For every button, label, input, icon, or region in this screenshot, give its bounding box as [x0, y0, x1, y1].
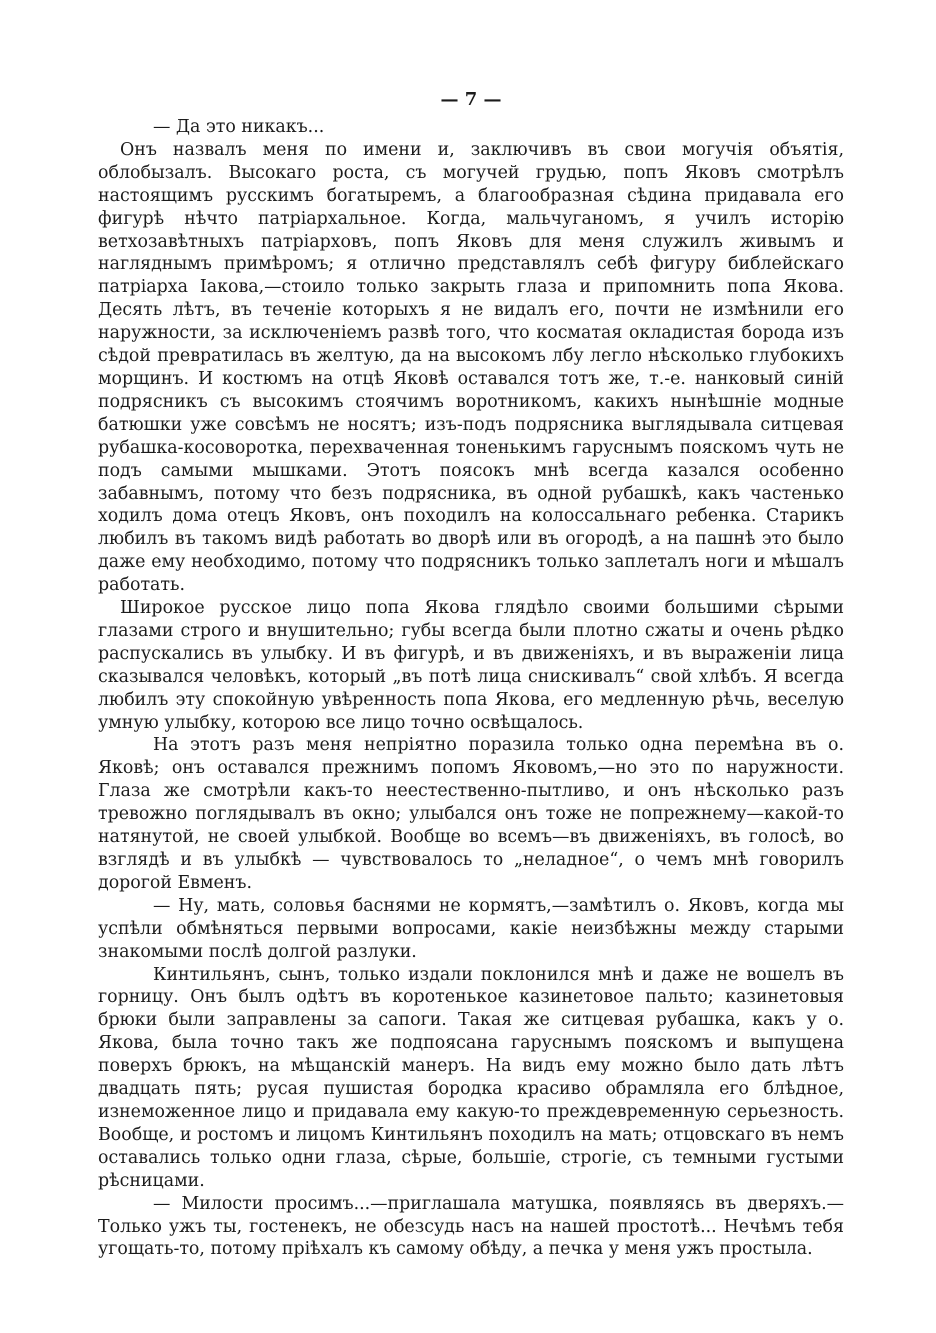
paragraph-4: На этотъ разъ меня непріятно поразила только одна перемѣна въ о. Яковѣ; онъ оставался прежнимъ попомъ Яковомъ,—но это по наружности. Глаза же смотрѣли какъ-то неестественно-пытливо, и онъ нѣсколько разъ тревожно поглядывалъ въ окно; улыбался онъ тоже не попрежнему—какой-то натянутой, не своей улыбкой. Вообще во всемъ—въ движеніяхъ, въ голосѣ, во взглядѣ и въ улыбкѣ — чувствовалось то „неладное“, о чемъ мнѣ говорилъ дорогой Евменъ.	[98, 735, 844, 893]
paragraph-7: — Милости просимъ...—приглашала матушка, появляясь въ дверяхъ.— Только ужъ ты, гостенекъ, не обезсудь насъ на нашей простотѣ... Нечѣмъ тебя угощать-то, потому пріѣхалъ къ самому обѣду, а печка у меня ужъ простыла.	[98, 1193, 844, 1260]
paragraph-3: Широкое русское лицо попа Якова глядѣло своими большими сѣрыми глазами строго и внушительно; губы всегда были плотно сжаты и очень рѣдко распускались въ улыбку. И въ фигурѣ, и въ движеніяхъ, и въ выраженіи лица сказывался человѣкъ, который „въ потѣ лица снискивалъ“ свой хлѣбъ. Я всегда любилъ эту спокойную увѣренность попа Якова, его медленную рѣчь, веселую умную улыбку, которою все лицо точно освѣщалось.	[98, 598, 844, 733]
page-number: — 7 —	[440, 89, 502, 110]
book-page	[98, 90, 844, 1261]
paragraph-2: Онъ назвалъ меня по имени и, заключивъ въ свои могучія объятія, облобызалъ. Высокаго роста, съ могучей грудью, попъ Яковъ смотрѣлъ настоящимъ русскимъ богатыремъ, а благообразная сѣдина придавала его фигурѣ нѣчто патріархальное. Когда, мальчуганомъ, я училъ исторію ветхозавѣтныхъ патріарховъ, попъ Яковъ для меня служилъ живымъ и нагляднымъ примѣромъ; я отлично представлялъ себѣ фигуру библейскаго патріарха Іакова,—стоило только закрыть глаза и припомнить попа Якова. Десять лѣтъ, въ теченіе которыхъ я не видалъ его, почти не измѣнили его наружности, за исключеніемъ развѣ того, что косматая окладистая борода изъ сѣдой превратилась въ желтую, да на высокомъ лбу легло нѣсколько глубокихъ морщинъ. И костюмъ на отцѣ Яковѣ оставался тотъ же, т.-е. нанковый синій подрясникъ съ высокимъ стоячимъ воротникомъ, какихъ нынѣшніе модные батюшки уже совсѣмъ не носятъ; изъ-подъ подрясника выглядывала ситцевая рубашка-косоворотка, перехваченная тоненькимъ гаруснымъ пояскомъ чуть не подъ самыми мышками. Этотъ поясокъ мнѣ всегда казался особенно забавнымъ, потому что безъ подрясника, въ одной рубашкѣ, какъ частенько ходилъ дома отецъ Яковъ, онъ походилъ на колоссальнаго ребенка. Старикъ любилъ въ такомъ видѣ работать во дворѣ или въ огородѣ, а на пашнѣ это было даже ему необходимо, потому что подрясникъ только заплеталъ ноги и мѣшалъ работать.	[98, 139, 844, 596]
paragraph-1: — Да это никакъ...	[153, 117, 325, 137]
paragraph-5: — Ну, мать, соловья баснями не кормятъ,—замѣтилъ о. Яковъ, когда мы успѣли обмѣняться первыми вопросами, какіе неизбѣжны между старыми знакомыми послѣ долгой разлуки.	[98, 895, 844, 962]
paragraph-6: Кинтильянъ, сынъ, только издали поклонился мнѣ и даже не вошелъ въ горницу. Онъ былъ одѣтъ въ коротенькое казинетовое пальто; казинетовыя брюки были заправлены за сапоги. Такая же ситцевая рубашка, какъ у о. Якова, была точно такъ же подпоясана гаруснымъ пояскомъ и выпущена поверхъ брюкъ, на мѣщанскій манеръ. На видъ ему можно было дать лѣтъ двадцать пять; русая пушистая бородка красиво обрамляла его блѣдное, изнеможенное лицо и придавала ему какую-то преждевременную серьезность. Вообще, и ростомъ и лицомъ Кинтильянъ походилъ на мать; отцовскаго въ немъ оставались только одни глаза, сѣрые, большіе, строгіе, съ темными густыми рѣсницами.	[98, 964, 844, 1191]
